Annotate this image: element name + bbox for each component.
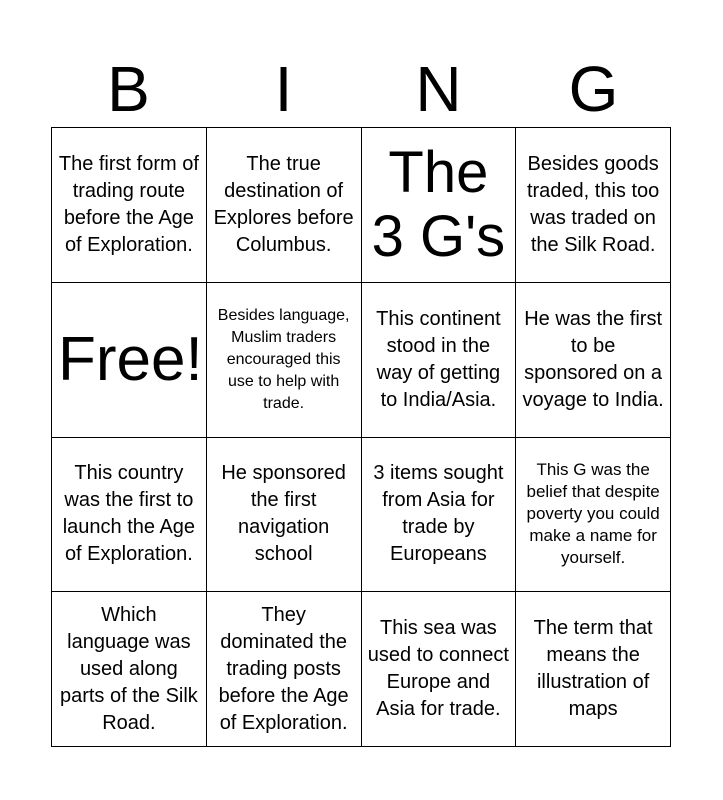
bingo-cell[interactable] [52, 592, 207, 747]
cell-text: The 3 G's [371, 139, 506, 269]
cell-text: The true destination of Explores before Columbus. [213, 152, 354, 256]
bingo-cell[interactable] [207, 128, 362, 283]
free-space-cell[interactable] [52, 283, 207, 438]
cell-text: The term that means the illustration of maps [533, 617, 653, 721]
header-letter-b: B [107, 53, 150, 125]
bingo-cell[interactable] [516, 592, 671, 747]
cell-text: 3 items sought from Asia for trade by Europeans [373, 462, 504, 566]
bingo-header [51, 50, 671, 128]
cell-text: The first form of trading route before the Age of Exploration. [58, 152, 199, 256]
bingo-cell[interactable] [207, 283, 362, 438]
header-letter-g: G [568, 53, 619, 125]
bingo-cell[interactable] [207, 592, 362, 747]
bingo-cell[interactable] [516, 283, 671, 438]
cell-text: Which language was used along parts of the Silk Road. [59, 603, 198, 734]
header-letter-i: I [274, 53, 293, 125]
cell-text: They dominated the trading posts before the Age of Exploration. [218, 603, 349, 734]
bingo-cell[interactable] [207, 438, 362, 593]
bingo-cell[interactable] [362, 438, 517, 593]
cell-text: Besides goods traded, this too was traded on the Silk Road. [526, 152, 660, 256]
header-letter-n: N [415, 53, 462, 125]
bingo-cell[interactable] [52, 438, 207, 593]
cell-text: Besides language, Muslim traders encouraged this use to help with trade. [217, 306, 350, 412]
cell-text: He was the first to be sponsored on a voyage to India. [522, 307, 664, 411]
bingo-cell[interactable] [516, 128, 671, 283]
cell-text: This country was the first to launch the Age of Exploration. [62, 462, 196, 566]
cell-text: This continent stood in the way of getting to India/Asia. [376, 307, 501, 411]
cell-text: This G was the belief that despite poverty you could make a name for yourself. [526, 460, 660, 568]
bingo-cell[interactable] [52, 128, 207, 283]
cell-text: This sea was used to connect Europe and Asia for trade. [367, 617, 509, 721]
free-space-text: Free! [58, 324, 203, 394]
bingo-cell[interactable] [362, 592, 517, 747]
bingo-cell[interactable] [362, 283, 517, 438]
bingo-cell[interactable] [516, 438, 671, 593]
bingo-board [51, 127, 671, 747]
cell-text: He sponsored the first navigation school [221, 462, 346, 566]
bingo-cell[interactable] [362, 128, 517, 283]
